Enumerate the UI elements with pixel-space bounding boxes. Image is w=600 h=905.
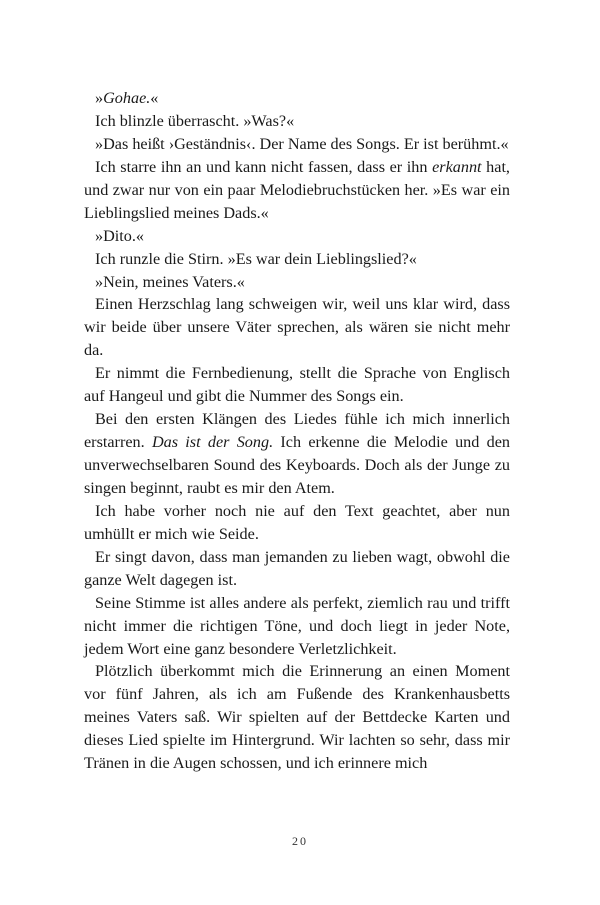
paragraph (84, 293, 510, 362)
text-run: »Nein, meines Vaters.« (95, 272, 245, 291)
text-run: Ich erkenne die Melodie und den unverwechselbaren Sound des Keyboards. Doch als der Junge zu singen beginnt, raubt es mir den Atem. (84, 433, 510, 497)
text-run: Bei den ersten Klängen des Liedes fühle ich mich innerlich erstarren. (84, 410, 510, 452)
text-run: Ich runzle die Stirn. »Es war dein Lieblingslied?« (95, 249, 417, 268)
emphasis-text: Das ist der Song. (151, 433, 274, 452)
paragraph (84, 133, 510, 156)
paragraph (84, 660, 510, 775)
text-run: Ich habe vorher noch nie auf den Text geachtet, aber nun umhüllt er mich wie Seide. (84, 501, 510, 543)
paragraph (84, 546, 510, 592)
emphasis-text: Gohae. (103, 89, 151, 107)
paragraph (84, 500, 510, 546)
emphasis-text: erkannt (432, 157, 482, 176)
text-run: Einen Herzschlag lang schweigen wir, weil uns klar wird, dass wir beide über unsere Väter sprechen, als wären sie nicht mehr da. (84, 295, 510, 360)
paragraph (84, 87, 510, 110)
paragraph (84, 271, 510, 294)
paragraph (84, 248, 510, 271)
paragraph (84, 408, 510, 500)
text-run: « (150, 89, 159, 107)
paragraph (84, 110, 510, 133)
text-run: Er nimmt die Fernbedienung, stellt die Sprache von Englisch auf Hangeul und gibt die Nummer des Songs ein. (84, 364, 510, 406)
text-run: hat, und zwar nur von ein paar Melodiebruchstücken her. »Es war ein Lieblingslied meines Dads.« (84, 157, 510, 222)
paragraph (84, 156, 510, 225)
text-run: »Dito.« (95, 226, 145, 245)
text-run: Er singt davon, dass man jemanden zu lieben wagt, obwohl die ganze Welt dagegen ist. (84, 547, 510, 589)
page-number: 20 (292, 834, 308, 848)
text-run: » (95, 89, 104, 107)
text-run: Seine Stimme ist alles andere als perfekt, ziemlich rau und trifft nicht immer die richtigen Töne, und doch liegt in jeder Note, jedem Wort eine ganz besondere Verletzlichkeit. (84, 593, 510, 658)
text-run: Ich blinzle überrascht. »Was?« (95, 111, 295, 130)
text-run: »Das heißt ›Geständnis‹. Der Name des Songs. Er ist berühmt.« (95, 134, 509, 153)
text-run: Plötzlich überkommt mich die Erinnerung an einen Moment vor fünf Jahren, als ich am Fußende des Krankenhausbetts meines Vaters saß. Wir spielten auf der Bettdecke Karten und dieses Lied spielte im Hintergrund. Wir lachten so sehr, dass mir Tränen in die Augen schossen, und ich erinnere mich (84, 662, 510, 773)
paragraph (84, 362, 510, 408)
text-run: Ich starre ihn an und kann nicht fassen, dass er ihn (95, 157, 433, 176)
paragraph (84, 592, 510, 661)
paragraph (84, 225, 510, 248)
body-text (84, 87, 510, 775)
